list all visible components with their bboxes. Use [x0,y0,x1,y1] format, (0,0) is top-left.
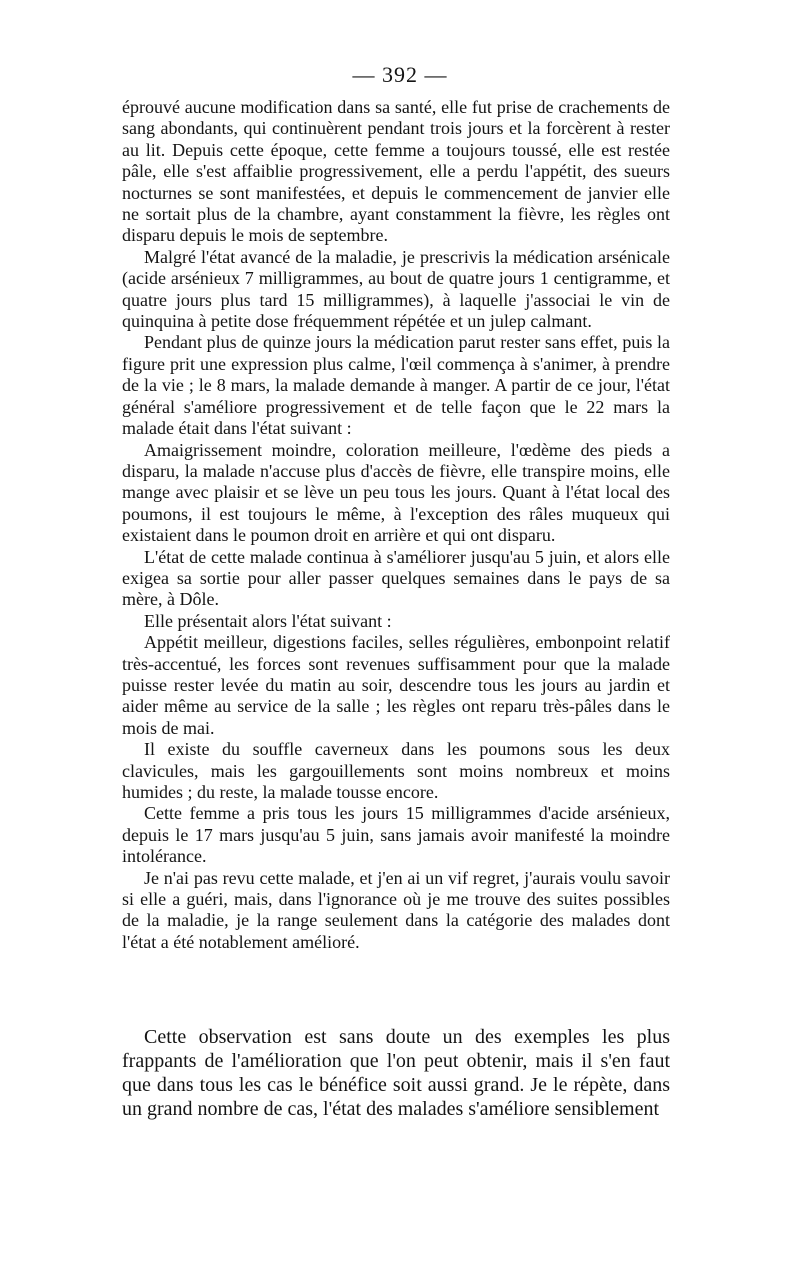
paragraph-dosage: Cette femme a pris tous les jours 15 milligrammes d'acide arsénieux, depuis le 17 mars jusqu'au 5 juin, sans jamais avoir manifesté la moindre intolérance. [122,803,670,867]
paragraph-progress: Pendant plus de quinze jours la médication parut rester sans effet, puis la figure prit une expression plus calme, l'œil commença à s'animer, à prendre de la vie ; le 8 mars, la malade demande à manger. A partir de ce jour, l'état général s'améliore progressivement et de telle façon que le 22 mars la malade était dans l'état suivant : [122,332,670,439]
case-observation-text [122,97,670,953]
paragraph-continuation: éprouvé aucune modification dans sa santé, elle fut prise de crachements de sang abondants, qui continuèrent pendant trois jours et la forcèrent à rester au lit. Depuis cette époque, cette femme a toujours toussé, elle est restée pâle, elle s'est affaiblie progressivement, elle a perdu l'appétit, des sueurs nocturnes se sont manifestées, et depuis le commencement de janvier elle ne sortait plus de la chambre, ayant constamment la fièvre, les règles ont disparu depuis le mois de septembre. [122,97,670,246]
paragraph-treatment: Malgré l'état avancé de la maladie, je prescrivis la médication arsénicale (acide arsénieux 7 milligrammes, au bout de quatre jours 1 centigramme, et quatre jours plus tard 15 milligrammes), à laquelle j'associai le vin de quinquina à petite dose fréquemment répétée et un julep calmant. [122,246,670,332]
paragraph-condition-march: Amaigrissement moindre, coloration meilleure, l'œdème des pieds a disparu, la malade n'accuse plus d'accès de fièvre, elle transpire moins, elle mange avec plaisir et se lève un peu tous les jours. Quant à l'état local des poumons, il est toujours le même, à l'exception des râles muqueux qui existaient dans le poumon droit en arrière et qui ont disparu. [122,439,670,546]
paragraph-condition-june: Appétit meilleur, digestions faciles, selles régulières, embonpoint relatif très-accentué, les forces sont revenues suffisamment pour que la malade puisse rester levée du matin au soir, descendre tous les jours au jardin et aider même au service de la salle ; les règles ont reparu très-pâles dans le mois de mai. [122,632,670,738]
paragraph-state-intro: Elle présentait alors l'état suivant : [144,610,392,631]
page-number: — 392 — [352,62,448,87]
paragraph-departure: L'état de cette malade continua à s'améliorer jusqu'au 5 juin, et alors elle exigea sa sortie pour aller passer quelques semaines dans le pays de sa mère, à Dôle. [122,546,670,610]
paragraph-lungs: Il existe du souffle caverneux dans les poumons sous les deux clavicules, mais les gargouillements sont moins nombreux et moins humides ; du reste, la malade tousse encore. [122,739,670,802]
paragraph-commentary: Cette observation est sans doute un des exemples les plus frappants de l'amélioration que l'on peut obtenir, mais il s'en faut que dans tous les cas le bénéfice soit aussi grand. Je le répète, dans un grand nombre de cas, l'état des malades s'améliore sensiblement [122,1026,670,1120]
paragraph-conclusion: Je n'ai pas revu cette malade, et j'en ai un vif regret, j'aurais voulu savoir si elle a guéri, mais, dans l'ignorance où je me trouve des suites possibles de la maladie, je la range seulement dans la catégorie des malades dont l'état a été notablement amélioré. [122,867,670,952]
commentary-text [122,1025,670,1121]
